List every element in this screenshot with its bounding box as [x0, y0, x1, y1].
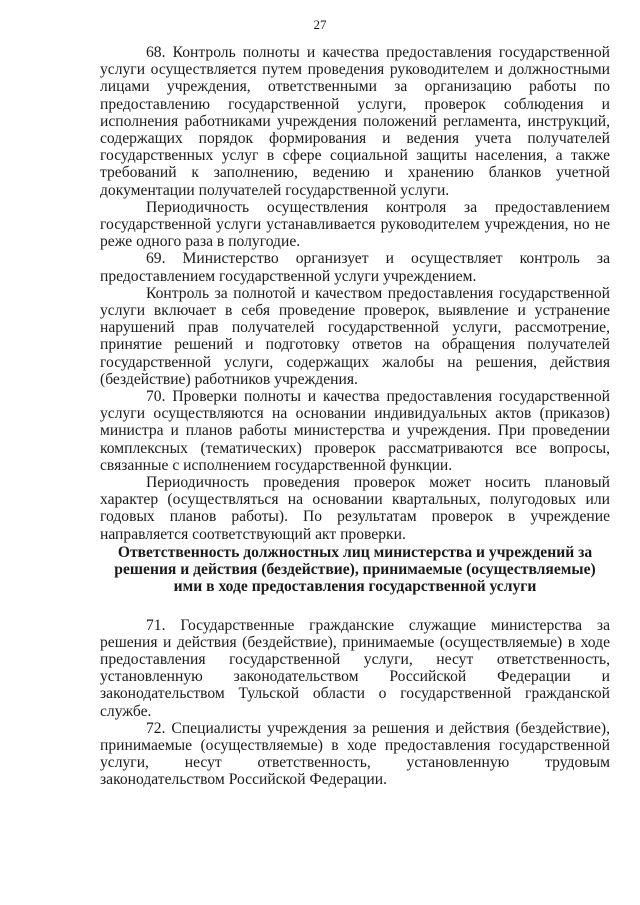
paragraph-70: 70. Проверки полноты и качества предоставления государственной услуги осуществляются на основании индивидуальных актов (приказов) министра и планов работы министерства и учреждения. При проведении комплексных (тематических) проверок рассматриваются все вопросы, связанные с исполнением государственной функции.	[100, 388, 610, 474]
paragraph-69: 69. Министерство организует и осуществляет контроль за предоставлением государственной услуги учреждением.	[100, 250, 610, 285]
paragraph-72: 72. Специалисты учреждения за решения и действия (бездействие), принимаемые (осуществляемые) в ходе предоставления государственной услуги, несут ответственность, установленную трудовым законодательством Российской Федерации.	[100, 719, 610, 789]
paragraph-69-control-scope: Контроль за полнотой и качеством предоставления государственной услуги включает в себя проведение проверок, выявление и устранение нарушений прав получателей государственной услуги, рассмотрение, принятие решений и подготовку ответов на обращения получателей государственной услуги, содержащих жалобы на решения, действия (бездействие) работников учреждения.	[100, 284, 610, 388]
spacer	[100, 596, 610, 617]
document-body	[100, 44, 610, 789]
paragraph-70-periodicity: Периодичность проведения проверок может носить плановый характер (осуществляться на основании квартальных, полугодовых или годовых планов работы). По результатам проверок в учреждение направляется соответствующий акт проверки.	[100, 474, 610, 543]
section-heading: Ответственность должностных лиц министерства и учреждений за решения и действия (бездействие), принимаемые (осуществляемые) ими в ходе предоставления государственной услуги	[114, 543, 596, 596]
paragraph-68-periodicity: Периодичность осуществления контроля за предоставлением государственной услуги устанавливается руководителем учреждения, но не реже одного раза в полугодие.	[100, 198, 610, 251]
page-number: 27	[313, 17, 327, 32]
paragraph-68: 68. Контроль полноты и качества предоставления государственной услуги осуществляется путем проведения руководителем и должностными лицами учреждения, ответственными за организацию работы по предоставлению государственной услуги, проверок соблюдения и исполнения работниками учреждения положений регламента, инструкций, содержащих порядок формирования и ведения учета получателей государственных услуг в сфере социальной защиты населения, а также требований к заполнению, ведению и хранению бланков учетной документации получателей государственной услуги.	[100, 44, 610, 199]
paragraph-71: 71. Государственные гражданские служащие министерства за решения и действия (бездействие), принимаемые (осуществляемые) в ходе предоставления государственной услуги, несут ответственность, установленную законодательством Российской Федерации и законодательством Тульской области о государственной гражданской службе.	[100, 616, 610, 720]
